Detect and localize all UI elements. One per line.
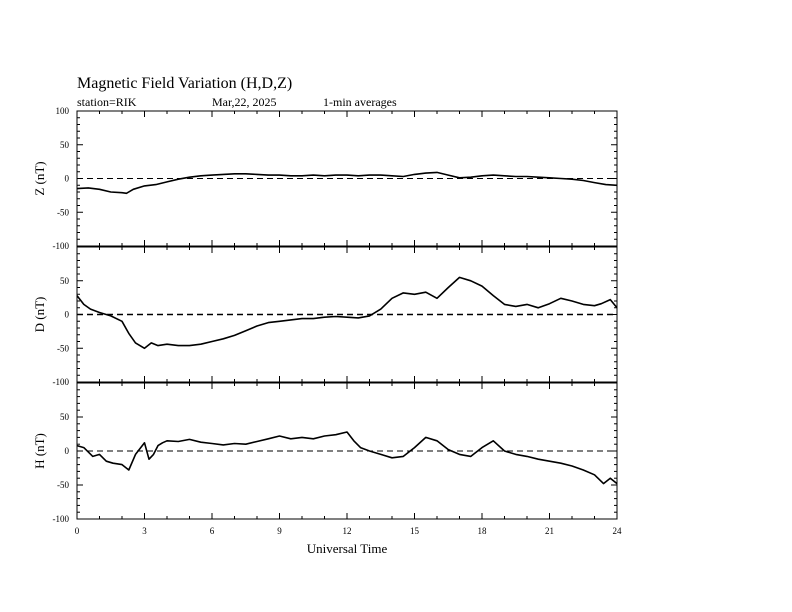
x-tick-label: 18	[477, 526, 487, 536]
x-tick-label: 0	[74, 526, 80, 536]
z-y-tick-label: 50	[60, 139, 69, 150]
date-label: Mar,22, 2025	[212, 95, 277, 109]
d-y-tick-label: 50	[60, 275, 69, 286]
d-y-tick-label: -100	[52, 377, 69, 387]
d-y-tick-label: -50	[57, 343, 69, 354]
x-tick-label: 15	[410, 526, 419, 536]
d-series-line	[77, 277, 617, 348]
z-y-tick-label: 100	[55, 106, 69, 116]
x-tick-label: 24	[612, 526, 622, 536]
d-axis-label: D (nT)	[32, 296, 47, 333]
x-tick-label: 9	[277, 526, 282, 536]
x-tick-label: 3	[142, 526, 147, 536]
averages-label: 1-min averages	[323, 95, 397, 109]
h-y-tick-label: -50	[57, 480, 69, 490]
title: Magnetic Field Variation (H,D,Z)	[77, 75, 293, 92]
h-y-tick-label: 0	[64, 446, 69, 456]
z-y-tick-label: -50	[57, 207, 69, 218]
station-label: station=RIK	[77, 95, 137, 109]
h-y-tick-label: -100	[52, 514, 69, 524]
z-series-line	[77, 172, 617, 193]
h-series-line	[77, 432, 617, 484]
x-tick-label: 12	[342, 526, 352, 536]
z-y-tick-label: -100	[52, 241, 69, 251]
x-axis-label: Universal Time	[306, 541, 388, 556]
d-y-tick-label: 0	[64, 309, 69, 320]
h-y-tick-label: 50	[60, 412, 69, 422]
z-axis-label: Z (nT)	[32, 161, 47, 196]
x-tick-label: 21	[545, 526, 554, 536]
z-y-tick-label: 0	[64, 173, 69, 184]
h-axis-label: H (nT)	[32, 433, 47, 469]
x-tick-label: 6	[209, 526, 215, 536]
